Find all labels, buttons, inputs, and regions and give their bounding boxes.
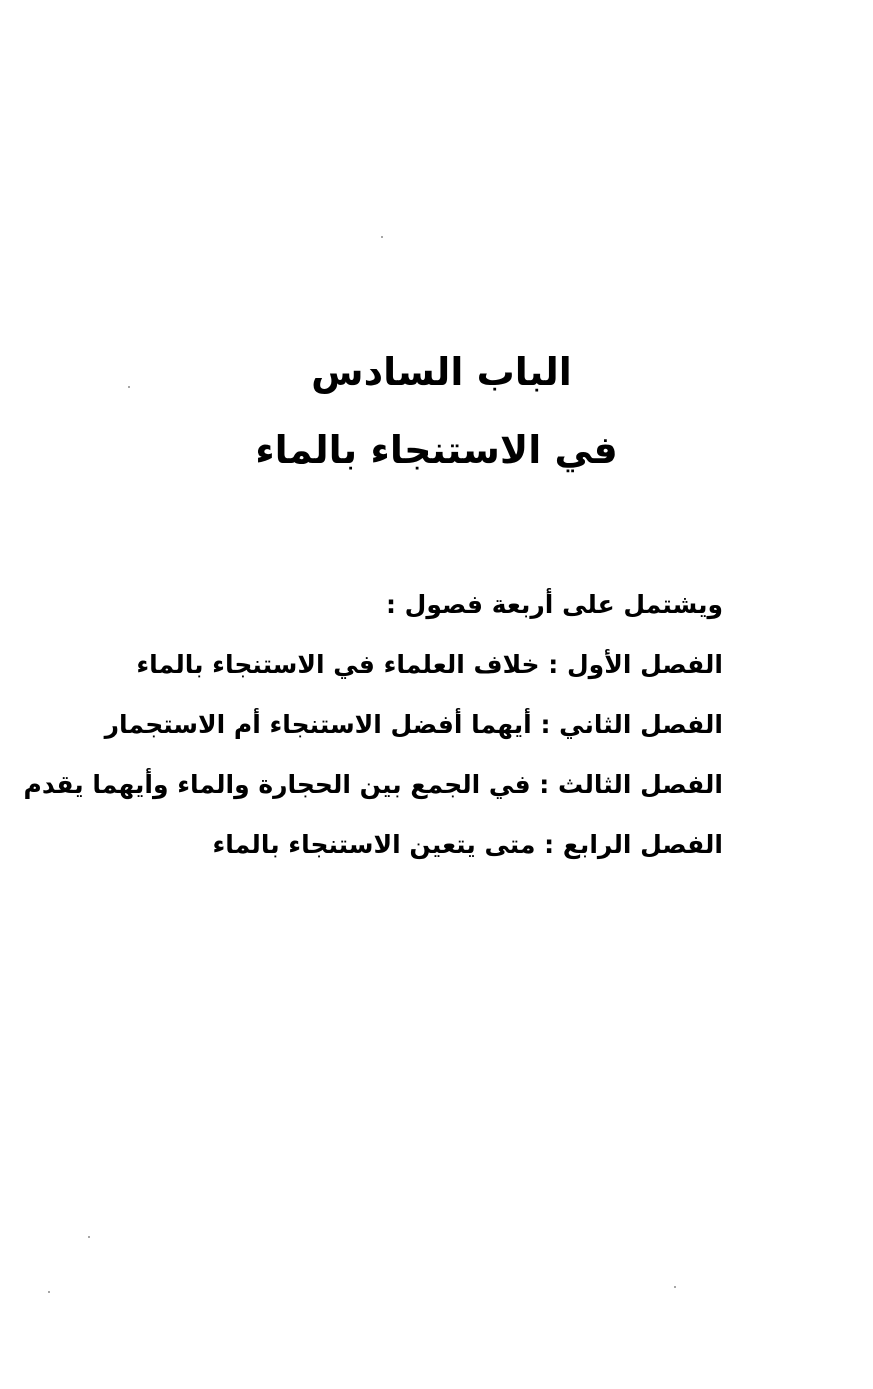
- chapter-subtitle: في الاستنجاء بالماء: [255, 428, 618, 472]
- scan-speck: [381, 236, 383, 238]
- chapter-contents: [23, 590, 723, 890]
- scan-speck: [128, 386, 130, 388]
- section-4: الفصل الرابع : متى يتعين الاستنجاء بالماء: [212, 830, 723, 859]
- section-2: الفصل الثاني : أيهما أفضل الاستنجاء أم الاستجمار: [104, 710, 723, 739]
- scan-speck: [88, 1236, 90, 1238]
- scan-speck: [674, 1286, 676, 1288]
- section-3: الفصل الثالث : في الجمع بين الحجارة والماء وأيهما يقدم: [23, 770, 723, 799]
- scan-speck: [48, 1291, 50, 1293]
- contents-intro: ويشتمل على أربعة فصول :: [385, 590, 723, 619]
- chapter-title: الباب السادس: [311, 350, 572, 394]
- section-1: الفصل الأول : خلاف العلماء في الاستنجاء بالماء: [136, 650, 723, 679]
